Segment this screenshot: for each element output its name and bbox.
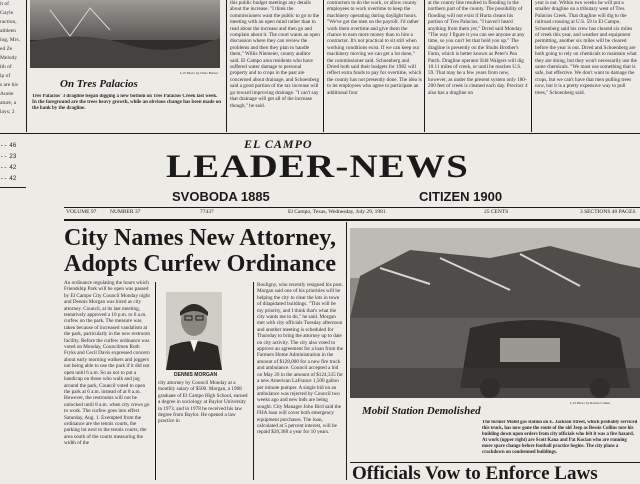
story1-col2: city attorney by Council Monday at a monthly salary of $500. Morgan, a 1968 graduate of El Campo High School, earned a degree in sociology at Baylor University in 1973, and in 1978 he received his law degree from Baylor. He opened a law practice in	[158, 380, 248, 425]
fragment: it of	[0, 1, 10, 7]
masthead-svoboda: SVOBODA 1885	[172, 189, 270, 204]
masthead-el-campo: EL CAMPO	[244, 137, 313, 151]
fragment: raction,	[0, 19, 17, 25]
fragment: Gayle	[0, 10, 14, 16]
left-column-fragments	[0, 0, 24, 120]
section-rule	[0, 133, 640, 134]
creek-scene-image	[30, 0, 220, 68]
top-article-col3: at the county line resulted in flooding in the northern part of the county. The possibility of flooding will not exist if Hurta cleans his portion of Tres Palacios. "I haven't heard anything from them yet," Drred said Monday. "The way I figure it you can see anyone at any time, so you can't let that hold you up." The dragline is presently on the Shults Brother's Farm, which is better known as Peter's Pea Patch. Dragline operator Edd Walgers will dig 10.11 miles of creek, or until he reaches U.S. 59. That may be a few years from now, however, as under the present system only 180-200 feet of creek is cleaned each day. Precinct 4 also has a dragline on	[428, 0, 528, 96]
photo-credit: L-N Photo by Chris Barber	[180, 71, 219, 75]
weather-row: -- 23	[0, 153, 17, 160]
dateline-price: 25 CENTS	[484, 209, 509, 215]
fragment: Aunte	[0, 91, 14, 97]
weather-rule	[0, 187, 26, 188]
weather-row: -- 42	[0, 175, 17, 182]
story3-headline: Officials Vow to Enforce Laws	[352, 463, 598, 484]
dateline-bar	[66, 209, 640, 218]
fragment: ip of	[0, 73, 11, 79]
column-divider	[155, 282, 156, 480]
dateline-rule-bottom	[64, 219, 640, 221]
column-divider	[226, 0, 227, 132]
portrait-image	[166, 292, 222, 370]
top-article-col1: this public budget meetings any details about the increase. "I think the commissioners want the public to go to the meeting with an open mind rather than to read about the increase and then go and complain about it. The court wants an open discussion where they can review the problems and then they plan to handle them," Willis Niemeier, county auditor said. El Campo area residents who have suffered water damage to personal property and to crops in the past are concerned about drainage, and Schoenberg said a good portion of the tax increase will go toward improving drainage. "I can't say that drainage will get all of the increase though," he said.	[230, 0, 320, 109]
weather-box	[0, 140, 24, 210]
column-divider	[26, 0, 27, 132]
dateline-place-date: El Campo, Texas, Wednesday, July 29, 1981	[288, 209, 386, 215]
top-article-col2: contractors to do the work, or allow county employees to work overtime to keep the machinery operating during daylight hours. "We've got the men on the payroll. I'd rather work them overtime and give them the chance to earn more money than to hire a contractor. It's not practical to sit still when working conditions exist. If we can keep our machinery moving we can get a lot done," the commissioner said. Schoenberg and Drred both said their budgets for 1982 will reflect extra funds to pay for overtime, which the county has not presently done. The idea is to let employees who agree to participate an additional four	[327, 0, 422, 96]
column-divider	[346, 222, 347, 480]
story1-col1: An ordinance regulating the hours which Friendship Park will be open was passed by El Campo City Council Monday night and Dennis Morgan was hired as city attorney. Council, at its last meeting, tentatively approved a 10 p.m. to 6 a.m. curfew on the park. The measure was taken because of increased vandalism at the park, particularly in the new restroom facility. Before the curfew ordinance was voted on Monday, Councilmen Ruth Fryks and Cecil Davis expressed concern about early morning walkers and joggers not being able to use the park if it did not open until 6 a.m. So as not to put a handicap on those who walk and jog around the park, Council voted to open the park at 6 a.m. instead of at 8 a.m. However, the restrooms will not be unlocked until 8 a.m. when city crews go to work. The curfew goes into effect Saturday, Aug. 1. Exempted from the ordinance are the tennis courts, the parking lot next to the tennis courts, the area south of the courts measuring the width of the	[64, 280, 150, 447]
photo-caption: Tres Palacios' 3 dragline began digging a new bottom on Tres Palacios Creek last week. In the foreground are the trees heavy growth, while an obvious change has been made on the bank by the dragline.	[32, 94, 221, 112]
weather-row: -- 46	[0, 142, 17, 149]
top-article-col4: year is out. Within two weeks he will put a smaller dragline on a tributary west of Tres Palacios Creek. That dragline will dig to the railroad crossing at U.S. 59 in El Campo. Schoenberg said his crew has cleared six miles of creek this year, and weather and equipment permitting, another six miles will be cleared before the year is out. Drred and Schoenberg are both going to rely on chemicals to maintain what they are doing, but they won't necessarily use the same chemicals. "We must use something that is safe, but effective. We don't want to damage the crops, but we can't have that men pulling trees now, but it is a pretty expensive way to pull trees," Schoenberg said.	[535, 0, 637, 96]
fragment: lays; 2	[0, 109, 15, 115]
headline-line-1: City Names New Attorney,	[64, 225, 336, 251]
mobil-photo-title: Mobil Station Demolished	[362, 405, 481, 417]
column-divider	[253, 282, 254, 480]
masthead-citizen: CITIZEN 1900	[419, 189, 503, 204]
fragment: s are his	[0, 82, 19, 88]
fragment: ature, a	[0, 100, 17, 106]
dragline-photo	[30, 0, 220, 68]
dateline-rule-top	[64, 207, 640, 208]
fragment: ed Ze	[0, 46, 13, 52]
masthead-title: LEADER-NEWS	[166, 149, 469, 185]
fragment: athleen	[0, 28, 16, 34]
column-divider	[424, 0, 425, 132]
fragment: ing, Mrs.	[0, 37, 21, 43]
photo-title: On Tres Palacios	[60, 78, 138, 90]
dateline-zip: 77437	[200, 209, 214, 215]
dateline-sections: 3 SECTIONS 40 PAGES	[580, 209, 636, 215]
fragment: ith of	[0, 64, 12, 70]
headline-line-2: Adopts Curfew Ordinance	[64, 251, 337, 277]
photo-caption-name: DENNIS MORGAN	[174, 372, 218, 378]
mobil-station-photo	[350, 228, 640, 398]
column-divider	[531, 0, 532, 132]
mobil-photo-caption: The former Mobil gas station on E. Jackson Street, which probably serviced this truck, has now gone the route of the old Jeep as Bessie Collins tore his building down upon orders from city officials who felt it was a fire hazard. At work (upper right) are Scott Kana and Pat Kocian who are running more spare change before football practice begins. The city plans a crackdown on condemned buildings.	[482, 420, 638, 455]
story1-col3: Bouligny, who recently resigned his post. Morgan said one of his priorities will be helping the city to clear the lots in town of dilapidated buildings. "This will be my priority, and I think that's what the city wants me to do," he said. Morgan met with city officials Tuesday afternoon and another meeting is scheduled for Thursday to bring the attorney up to date on city activity. The city also voted to approve an agreement for a loan from the Farmers Home Administration in the amount of $128,000 for a new fire truck and ambulance. Council accepted a bid on May 26 in the amount of $124,335 for a new American LaFrance 1,500 gallon per minute pumper. A single bid on an ambulance was rejected by Council two weeks ago and new bids are being sought. City Manager John Bird said the FHA loan will cover both emergency equipment purchases. The loan, calculated at 5 percent interest, will be repaid $20,368 a year for 10 years.	[257, 282, 343, 436]
dateline-volume: VOLUME 97	[66, 209, 97, 215]
fragment: Melody	[0, 55, 18, 61]
weather-row: -- 42	[0, 164, 17, 171]
demolition-scene-image	[350, 228, 640, 398]
column-divider	[323, 0, 324, 132]
dennis-morgan-photo	[166, 292, 222, 370]
dateline-number: NUMBER 37	[110, 209, 141, 215]
mobil-photo-credit: L-N Photo by Robert Cullen	[570, 401, 610, 405]
